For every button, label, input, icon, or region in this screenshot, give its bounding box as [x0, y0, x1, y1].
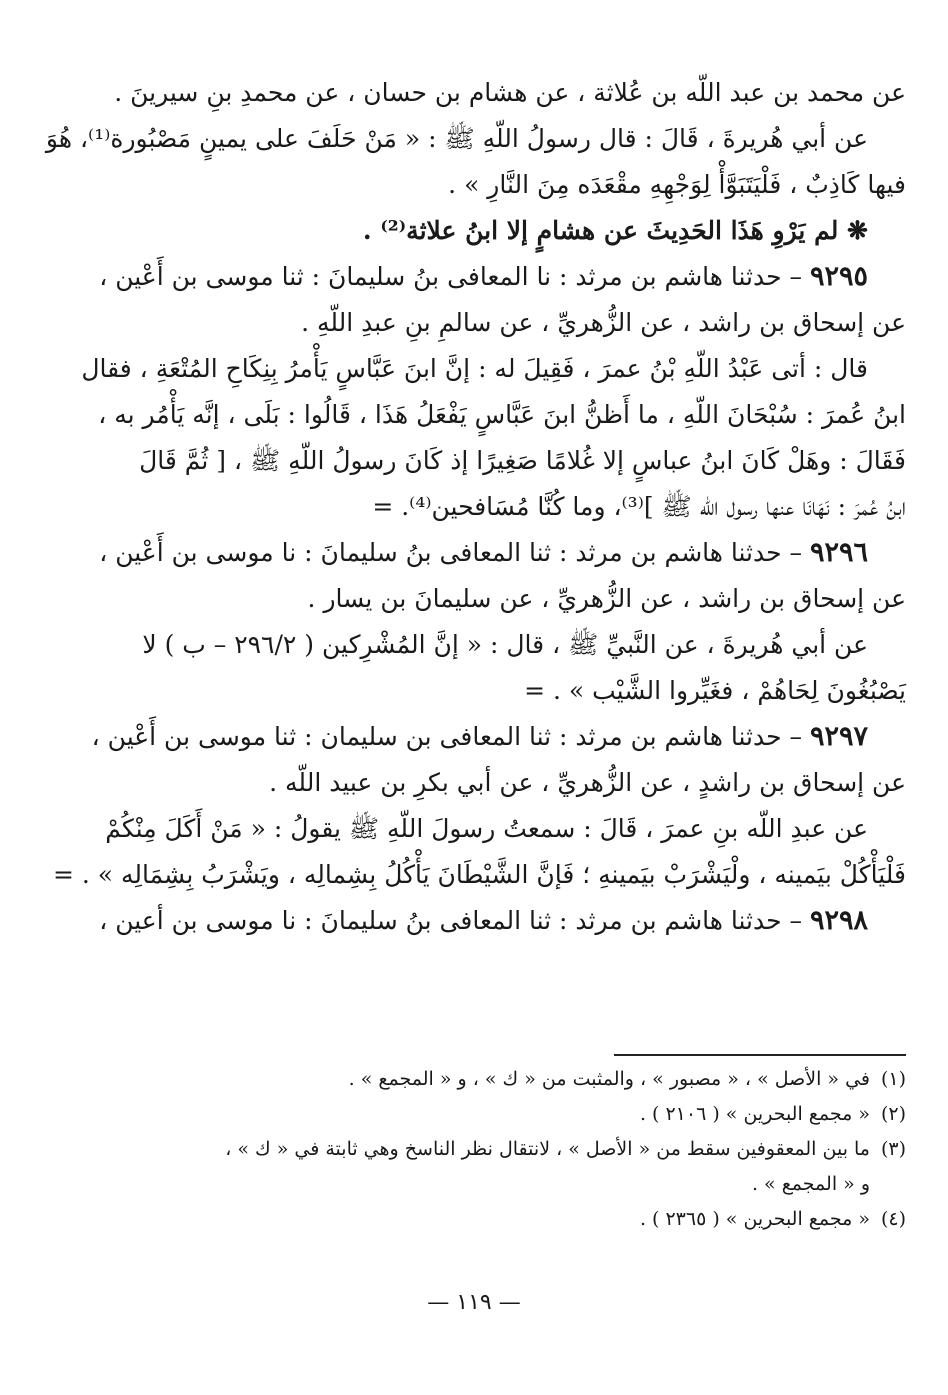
hadith-text: – حدثنا هاشم بن مرثد : نا المعافى بنُ سليمانَ : ثنا موسى بن أَعْين ،: [99, 262, 810, 291]
hadith-heading-line: [78, 254, 906, 300]
footnote: [70, 1202, 906, 1237]
text-line: عن أبي هُريرةَ ، قَالَ : قال رسولُ اللّهِ ﷺ : « مَنْ حَلَفَ على يمينٍ مَصْبُورة⁽¹⁾، هُوَ: [45, 124, 868, 153]
hadith-number: ٩٢٩٦: [809, 537, 868, 568]
text-line: فيها كَاذِبٌ ، فَلْيَتَبَوَّأْ لِوَجْهِهِ مقْعَدَه مِنَ النَّارِ » .: [448, 170, 906, 199]
text-line: فَقَالَ : وهَلْ كَانَ ابنُ عباسٍ إلا غُلامًا صَغِيرًا إذ كَانَ رسولُ اللّهِ ﷺ ، [ ثُمَّ قَالَ: [139, 446, 906, 475]
text-line: ابنُ عُمرَ : نَهَانَا عنها رسول اللّه ﷺ ]⁽³⁾، وما كُنَّا مُسَافحين⁽⁴⁾. =: [372, 492, 906, 521]
footnote-mark: (٣): [880, 1138, 906, 1160]
footnote: [70, 1132, 906, 1167]
footnote-text: في « الأصل » ، « مصبور » ، والمثبت من « ك » ، و « المجمع » .: [348, 1068, 870, 1090]
text-line: عن عبدِ اللّه بنِ عمرَ ، قَالَ : سمعتُ رسولَ اللّهِ ﷺ يقولُ : « مَنْ أَكَلَ مِنْكُمْ: [105, 814, 868, 843]
hadith-text: – حدثنا هاشم بن مرثد : ثنا المعافى بنُ سليمانَ : نا موسى بن أَعْين ،: [99, 538, 810, 567]
hadith-heading-line: [78, 530, 906, 576]
footnote: [70, 1097, 906, 1132]
text-line: ❋ لم يَرْوِ هَذَا الحَدِيثَ عن هشامٍ إلا ابنُ علاثة⁽²⁾ .: [362, 216, 868, 245]
footnote-separator: [614, 1054, 906, 1056]
footnote-mark: (٤): [880, 1208, 906, 1230]
hadith-text: – حدثنا هاشم بن مرثد : ثنا المعافى بنُ سليمانَ : نا موسى بن أعين ،: [99, 906, 810, 935]
text-line: عن إسحاق بن راشد ، عن الزُّهريِّ ، عن سليمانَ بن يسار .: [307, 584, 906, 613]
hadith-number: ٩٢٩٨: [809, 905, 868, 936]
footnote-mark: (٢): [880, 1103, 906, 1125]
text-line: قال : أتى عَبْدُ اللّهِ بْنُ عمرَ ، فَقِيلَ له : إنَّ ابنَ عَبَّاسٍ يَأْمرُ بِنِكَاحِ المُتْعَةِ ، فقال: [81, 354, 868, 383]
text-line: عن محمد بن عبد اللّه بن عُلاثة ، عن هشام بن حسان ، عن محمدِ بنِ سيرينَ .: [114, 78, 906, 107]
text-line: عن أبي هُريرةَ ، عن النَّبيِّ ﷺ ، قال : « إنَّ المُشْرِكين ( ٢٩٦/٢ – ب ) لا: [142, 630, 868, 659]
hadith-heading-line: [78, 898, 906, 944]
hadith-number: ٩٢٩٧: [809, 721, 868, 752]
footnotes: [70, 1062, 906, 1237]
text-line: عن إسحاق بن راشدٍ ، عن الزُّهريِّ ، عن أبي بكرِ بن عبيد اللّه .: [269, 768, 906, 797]
footnote-text: « مجمع البحرين » ( ٢١٠٦ ) .: [639, 1103, 870, 1125]
hadith-heading-line: [78, 714, 906, 760]
hadith-number: ٩٢٩٥: [809, 261, 868, 292]
text-line: فَلْيَأْكُلْ بيَمينه ، ولْيَشْرَبْ بيَمينهِ ؛ فَإنَّ الشَّيْطَانَ يَأْكُلُ بِشِمالِه ، ويَشْرَبُ بِشِمَالِه » . =: [52, 860, 906, 889]
text-line: عن إسحاق بن راشد ، عن الزُّهريِّ ، عن سالمِ بنِ عبدِ اللّهِ .: [301, 308, 906, 337]
text-line: يَصْبُغُونَ لِحَاهُمْ ، فغَيِّروا الشَّيْب » . =: [524, 676, 906, 705]
footnote-mark: (١): [880, 1068, 906, 1090]
footnote-text: ما بين المعقوفين سقط من « الأصل » ، لانتقال نظر الناسخ وهي ثابتة في « ك » ،: [225, 1138, 870, 1160]
footnote-text: « مجمع البحرين » ( ٢٣٦٥ ) .: [639, 1208, 870, 1230]
hadith-text: – حدثنا هاشم بن مرثد : ثنا المعافى بن سليمان : ثنا موسى بن أَعْين ،: [91, 722, 810, 751]
footnote: [70, 1062, 906, 1097]
page-number: — ١١٩ —: [427, 1290, 521, 1315]
text-line: ابنُ عُمرَ : سُبْحَانَ اللّهِ ، ما أَظنُّ ابنَ عَبَّاسٍ يَفْعَلُ هَذَا ، قَالُوا : بَلَى ، إنَّه يَأْمُر به ،: [98, 400, 906, 429]
footnote: [70, 1167, 906, 1202]
footnote-text: و « المجمع » .: [751, 1173, 870, 1195]
main-text: [45, 70, 906, 944]
